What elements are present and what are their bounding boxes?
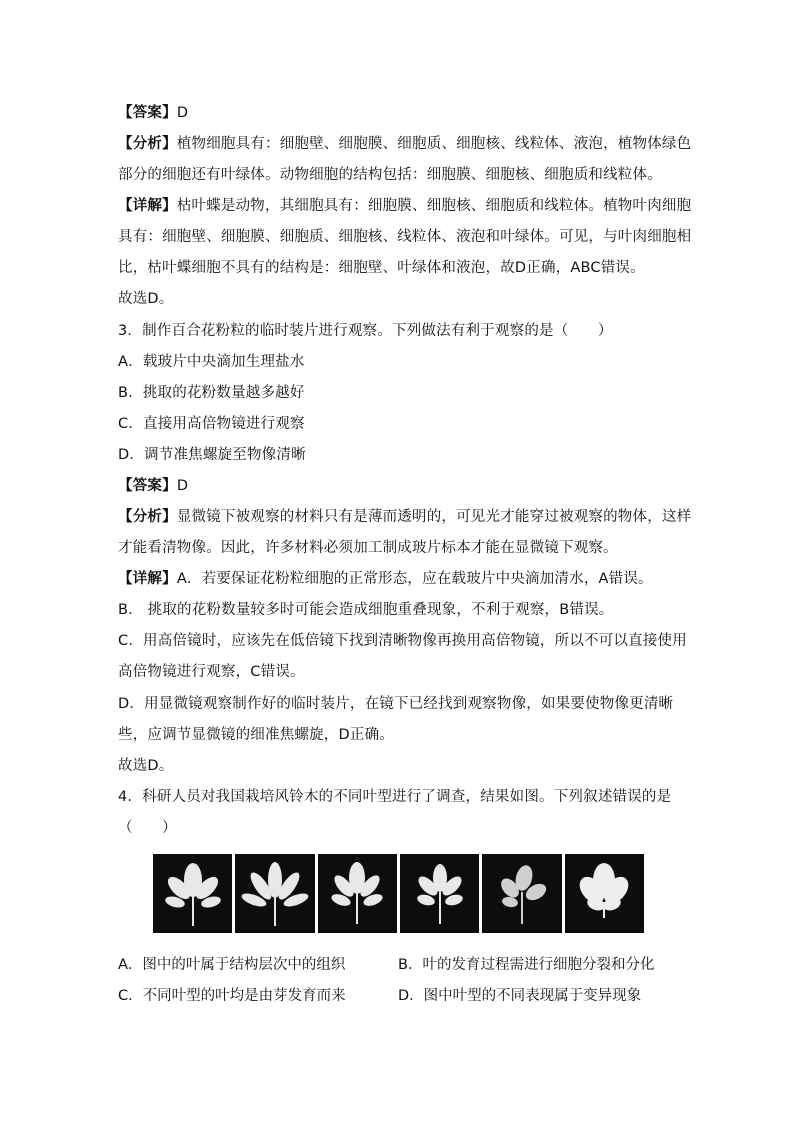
q4-option-a: A．图中的叶属于结构层次中的组织 [118, 957, 346, 973]
leaf-panel-6 [565, 854, 644, 933]
answer-value: D [176, 478, 189, 494]
q3-option-a: A．载玻片中央滴加生理盐水 [118, 354, 305, 370]
leaf-image-3 [323, 858, 391, 930]
q3-analysis-line-2: 才能看清物像。因此，许多材料必须加工制成玻片标本才能在显微镜下观察。 [118, 540, 618, 556]
q3-conclusion: 故选D。 [118, 758, 174, 774]
q3-answer-line [118, 476, 188, 496]
q2-detail-line-1 [118, 196, 691, 216]
q3-detail-line-d1: D．用显微镜观察制作好的临时装片，在镜下已经找到观察物像，如果要使物像更清晰 [118, 696, 674, 712]
analysis-text: 植物细胞具有：细胞壁、细胞膜、细胞质、细胞核、线粒体、液泡，植物体绿色 [176, 136, 692, 152]
q3-option-b: B．挑取的花粉数量越多越好 [118, 385, 305, 401]
leaf-figure [153, 854, 644, 933]
q2-answer-line [118, 103, 188, 123]
leaf-panel-5 [482, 854, 561, 933]
answer-tag: 【答案】 [118, 478, 177, 494]
analysis-tag: 【分析】 [118, 136, 177, 152]
q3-detail-line-c1: C．用高倍镜时，应该先在低倍镜下找到清晰物像再换用高倍物镜，所以不可以直接使用 [118, 633, 687, 649]
q3-option-d: D．调节准焦螺旋至物像清晰 [118, 447, 306, 463]
q2-detail-line-2: 具有：细胞壁、细胞膜、细胞质、细胞核、线粒体、液泡和叶绿体。可见，与叶肉细胞相 [118, 229, 692, 245]
answer-value: D [176, 105, 189, 121]
q3-stem: 3．制作百合花粉粒的临时装片进行观察。下列做法有利于观察的是（ ） [118, 323, 613, 339]
leaf-panel-1 [153, 854, 232, 933]
leaf-image-1 [159, 858, 227, 930]
q2-detail-line-3: 比，枯叶蝶细胞不具有的结构是：细胞壁、叶绿体和液泡，故D正确，ABC错误。 [118, 260, 645, 276]
q3-detail-line-c2: 高倍物镜进行观察，C错误。 [118, 664, 305, 680]
leaf-image-2 [241, 858, 309, 930]
detail-text: A．若要保证花粉粒细胞的正常形态，应在载玻片中央滴加清水，A错误。 [176, 571, 653, 587]
leaf-image-5 [488, 858, 556, 930]
q3-analysis-line-1 [118, 507, 691, 527]
detail-tag: 【详解】 [118, 571, 177, 587]
q2-conclusion: 故选D。 [118, 291, 174, 307]
leaf-panel-3 [318, 854, 397, 933]
q3-detail-line-b: B． 挑取的花粉数量较多时可能会造成细胞重叠现象，不利于观察，B错误。 [118, 602, 614, 618]
q3-detail-line-a [118, 569, 653, 589]
q3-option-c: C．直接用高倍物镜进行观察 [118, 416, 305, 432]
leaf-panel-2 [235, 854, 314, 933]
q4-option-d: D．图中叶型的不同表现属于变异现象 [398, 988, 642, 1004]
leaf-image-6 [570, 858, 638, 930]
q4-stem-line-1: 4．科研人员对我国栽培风铃木的不同叶型进行了调查，结果如图。下列叙述错误的是 [118, 789, 672, 805]
q4-stem-line-2: （ ） [118, 820, 177, 836]
q3-detail-line-d2: 些，应调节显微镜的细准焦螺旋，D正确。 [118, 727, 394, 743]
q2-analysis-line-1 [118, 134, 691, 154]
leaf-panel-4 [400, 854, 479, 933]
analysis-tag: 【分析】 [118, 509, 177, 525]
q4-option-c: C．不同叶型的叶均是由芽发育而来 [118, 988, 346, 1004]
detail-text: 枯叶蝶是动物，其细胞具有：细胞膜、细胞核、细胞质和线粒体。植物叶肉细胞 [176, 198, 692, 214]
detail-tag: 【详解】 [118, 198, 177, 214]
q2-analysis-line-2: 部分的细胞还有叶绿体。动物细胞的结构包括：细胞膜、细胞核、细胞质和线粒体。 [118, 167, 662, 183]
leaf-image-4 [406, 858, 474, 930]
q4-option-b: B．叶的发育过程需进行细胞分裂和分化 [398, 957, 655, 973]
answer-tag: 【答案】 [118, 105, 177, 121]
analysis-text: 显微镜下被观察的材料只有是薄而透明的，可见光才能穿过被观察的物体，这样 [176, 509, 692, 525]
